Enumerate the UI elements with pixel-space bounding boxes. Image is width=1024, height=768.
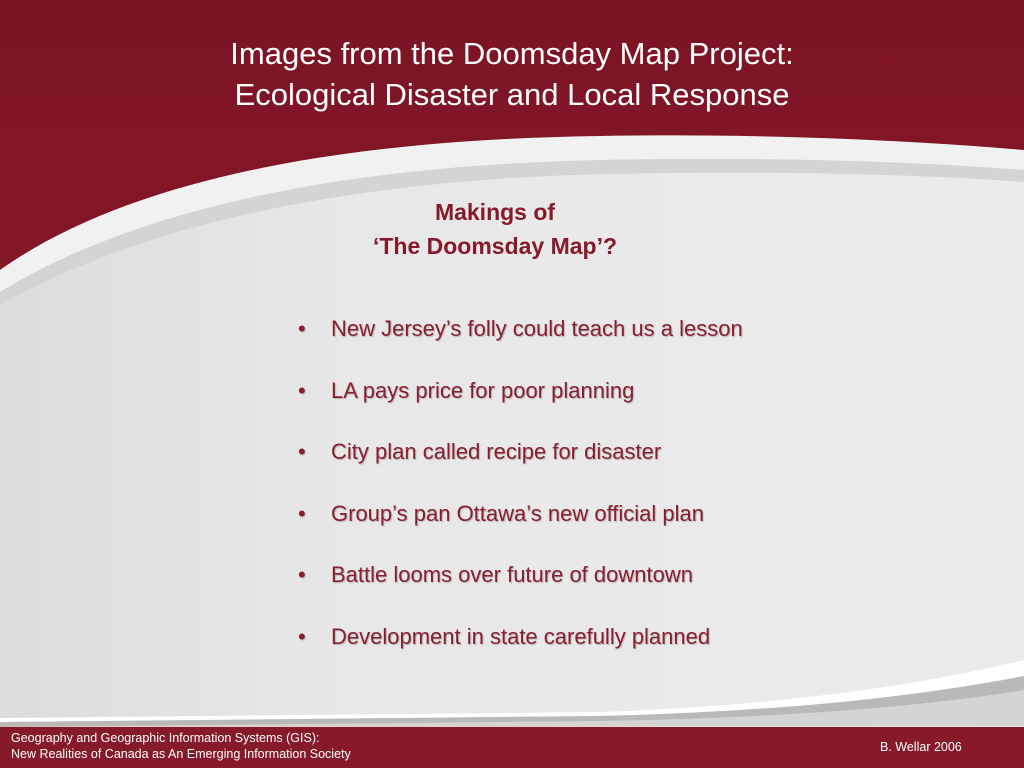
bullet-list [298, 312, 858, 681]
bullet-text: New Jersey’s folly could teach us a lesson [331, 316, 743, 341]
bullet-item [298, 497, 858, 559]
subtitle-line-2: ‘The Doomsday Map’? [372, 233, 618, 259]
bullet-text: City plan called recipe for disaster [331, 439, 662, 464]
bullet-item [298, 435, 858, 497]
bullet-marker: • [298, 439, 306, 464]
bullet-marker: • [298, 562, 306, 587]
bullet-text: Development in state carefully planned [331, 623, 711, 649]
title-line-2: Ecological Disaster and Local Response [234, 77, 790, 112]
footer-author: B. Wellar 2006 [880, 740, 962, 754]
subtitle-line-1: Makings of [434, 199, 556, 225]
footer-line-1: Geography and Geographic Information Systems (GIS): [11, 731, 320, 745]
slide-subtitle [300, 195, 690, 263]
bullet-item [298, 374, 858, 436]
bullet-text: LA pays price for poor planning [331, 377, 635, 403]
bullet-item [298, 312, 858, 374]
bullet-item [298, 558, 858, 620]
bullet-marker: • [298, 500, 306, 526]
bullet-text: Battle looms over future of downtown [331, 562, 693, 587]
footer-line-2: New Realities of Canada as An Emerging Information Society [11, 747, 351, 761]
bullet-marker: • [298, 377, 306, 403]
footer-course-title [11, 730, 351, 762]
slide-title [0, 33, 1024, 115]
bullet-marker: • [298, 316, 306, 341]
bullet-item [298, 620, 858, 682]
title-line-1: Images from the Doomsday Map Project: [230, 36, 794, 71]
bullet-marker: • [298, 623, 306, 649]
bullet-text: Group’s pan Ottawa’s new official plan [331, 500, 705, 526]
